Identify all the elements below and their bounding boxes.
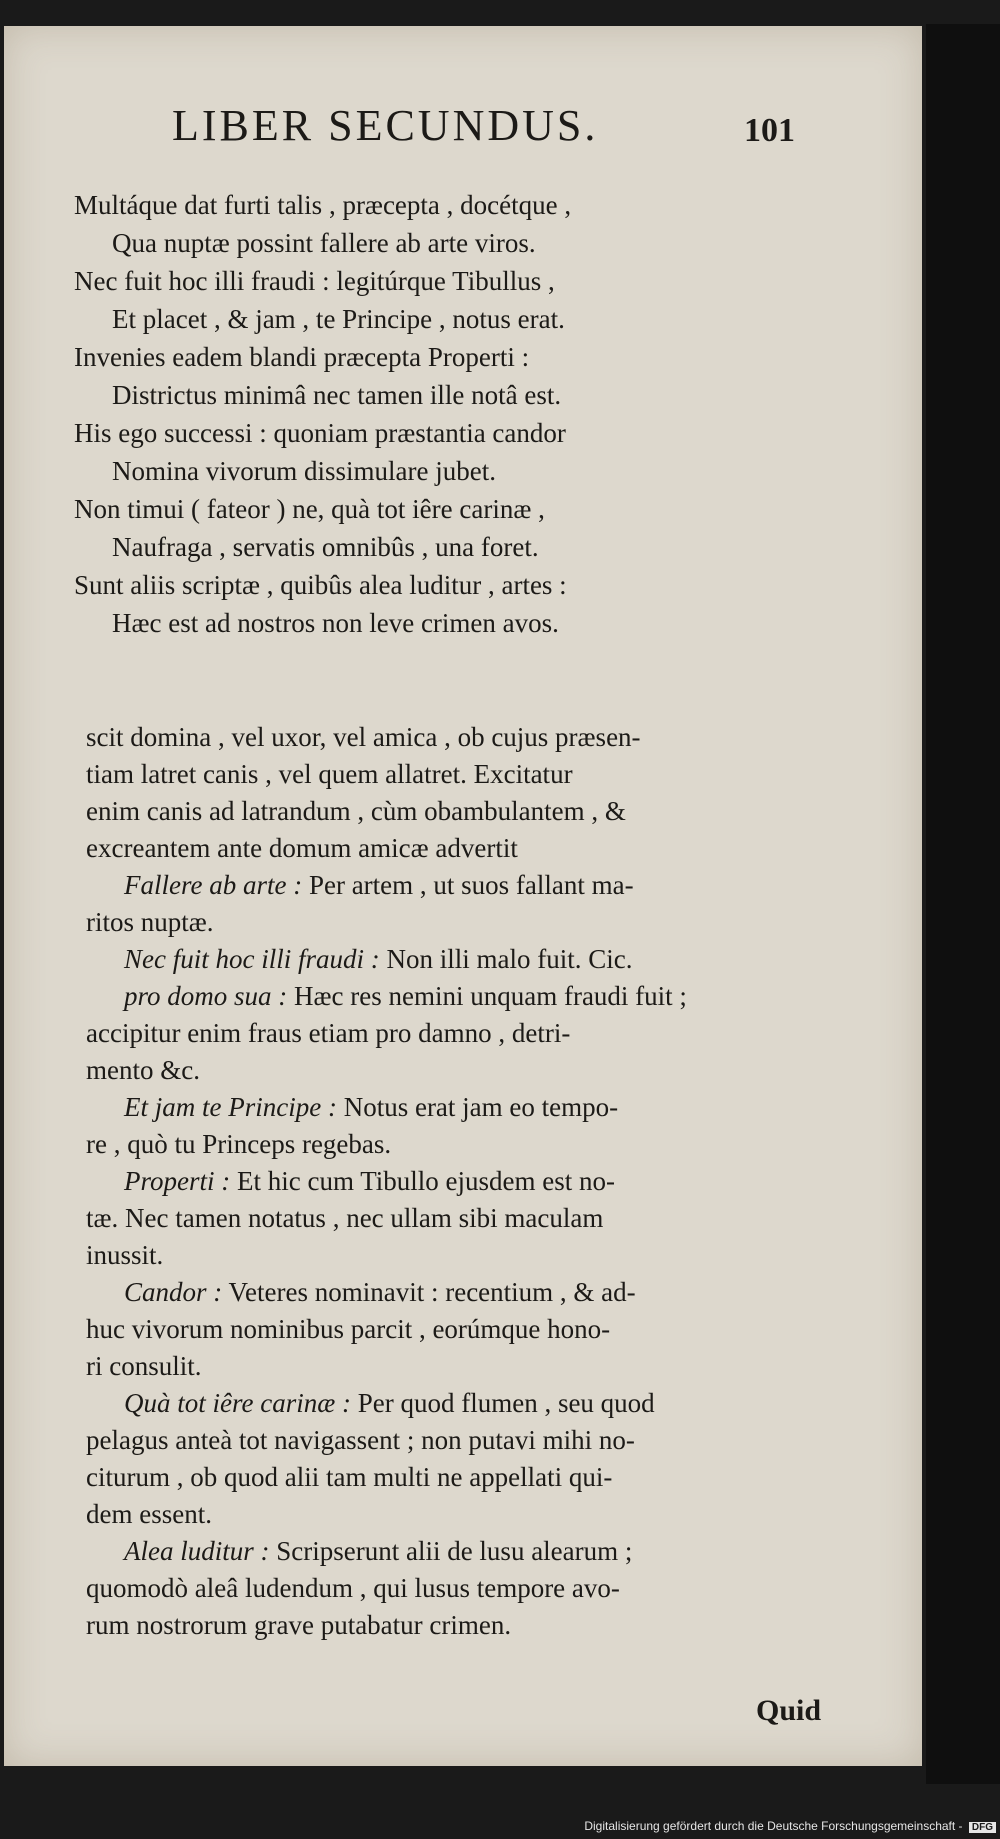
- commentary-text: citurum , ob quod alii tam multi ne appellati qui-: [86, 1462, 613, 1492]
- verse-line: Hæc est ad nostros non leve crimen avos.: [112, 608, 559, 638]
- commentary-lemma: Alea luditur :: [124, 1536, 270, 1566]
- commentary-lemma: Nec fuit hoc illi fraudi :: [124, 944, 380, 974]
- verse-line: Sunt aliis scriptæ , quibûs alea luditur , artes :: [74, 570, 567, 600]
- commentary-text: tæ. Nec tamen notatus , nec ullam sibi maculam: [86, 1203, 604, 1233]
- commentary-text: pelagus anteà tot navigassent ; non putavi mihi no-: [86, 1425, 635, 1455]
- credit-text: Digitalisierung gefördert durch die Deutsche Forschungsgemeinschaft -: [584, 1819, 963, 1833]
- commentary-lemma: pro domo sua :: [124, 981, 288, 1011]
- commentary-text: enim canis ad latrandum , cùm obambulantem , &: [86, 796, 626, 826]
- verse-line: Non timui ( fateor ) ne, quà tot iêre carinæ ,: [74, 494, 545, 524]
- commentary-lemma: Quà tot iêre carinæ :: [124, 1388, 351, 1418]
- commentary-text: mento &c.: [86, 1055, 200, 1085]
- verse-line: Naufraga , servatis omnibûs , una foret.: [112, 532, 539, 562]
- catchword: Quid: [756, 1694, 822, 1727]
- commentary-text: Et hic cum Tibullo ejusdem est no-: [230, 1166, 615, 1196]
- commentary-line: [124, 1277, 1000, 1308]
- commentary-line: [124, 1166, 1000, 1197]
- commentary-lemma: Et jam te Principe :: [124, 1092, 337, 1122]
- commentary-text: excreantem ante domum amicæ advertit: [86, 833, 518, 863]
- verse-line: Invenies eadem blandi præcepta Properti :: [74, 342, 530, 372]
- digitization-credit: [584, 1819, 996, 1833]
- commentary-text: Veteres nominavit : recentium , & ad-: [222, 1277, 636, 1307]
- commentary-text: scit domina , vel uxor, vel amica , ob cujus præsen-: [86, 722, 641, 752]
- commentary-line: [124, 870, 1000, 901]
- commentary-lemma: Fallere ab arte :: [124, 870, 303, 900]
- commentary-line: [124, 1388, 1000, 1419]
- commentary-line: [86, 1499, 1000, 1530]
- commentary-line: [124, 1092, 1000, 1123]
- commentary-text: Hæc res nemini unquam fraudi fuit ;: [287, 981, 687, 1011]
- verse-line: Districtus minimâ nec tamen ille notâ est.: [112, 380, 562, 410]
- commentary-line: [86, 796, 1000, 827]
- commentary-line: [86, 1462, 1000, 1493]
- page-edge-shadow: [926, 24, 1000, 1784]
- verse-line: Multáque dat furti talis , præcepta , docétque ,: [74, 190, 572, 220]
- verse-line: His ego successi : quoniam præstantia candor: [74, 418, 566, 448]
- commentary-text: rum nostrorum grave putabatur crimen.: [86, 1610, 512, 1640]
- commentary-text: Scripserunt alii de lusu alearum ;: [269, 1536, 633, 1566]
- commentary-text: re , quò tu Princeps regebas.: [86, 1129, 392, 1159]
- commentary-text: Per artem , ut suos fallant ma-: [302, 870, 634, 900]
- verse-line: Nomina vivorum dissimulare jubet.: [112, 456, 496, 486]
- commentary-text: huc vivorum nominibus parcit , eorúmque hono-: [86, 1314, 611, 1344]
- commentary-line: [124, 1536, 1000, 1567]
- dfg-logo: DFG: [969, 1822, 996, 1833]
- commentary-line: [86, 1314, 1000, 1345]
- page-number: 101: [744, 112, 795, 149]
- commentary-line: [124, 981, 1000, 1012]
- commentary-line: [86, 722, 1000, 753]
- commentary-line: [86, 1018, 1000, 1049]
- verse-line: Qua nuptæ possint fallere ab arte viros.: [112, 228, 536, 258]
- book-page: [4, 26, 922, 1766]
- commentary-text: dem essent.: [86, 1499, 212, 1529]
- commentary-line: [86, 759, 1000, 790]
- commentary-text: Non illi malo fuit. Cic.: [379, 944, 633, 974]
- commentary-text: Per quod flumen , seu quod: [350, 1388, 655, 1418]
- commentary-text: ritos nuptæ.: [86, 907, 214, 937]
- commentary-lemma: Properti :: [124, 1166, 231, 1196]
- commentary-line: [86, 907, 1000, 938]
- verse-line: Nec fuit hoc illi fraudi : legitúrque Tibullus ,: [74, 266, 555, 296]
- commentary-line: [124, 944, 1000, 975]
- commentary-text: quomodò aleâ ludendum , qui lusus tempore avo-: [86, 1573, 620, 1603]
- running-title: LIBER SECUNDUS.: [172, 101, 599, 150]
- commentary-lemma: Candor :: [124, 1277, 223, 1307]
- commentary-text: inussit.: [86, 1240, 164, 1270]
- commentary-line: [86, 1425, 1000, 1456]
- commentary-line: [86, 1573, 1000, 1604]
- commentary-line: [86, 1240, 1000, 1271]
- commentary-text: accipitur enim fraus etiam pro damno , detri-: [86, 1018, 571, 1048]
- commentary-line: [86, 1610, 1000, 1641]
- commentary-text: tiam latret canis , vel quem allatret. Excitatur: [86, 759, 573, 789]
- commentary-text: Notus erat jam eo tempo-: [336, 1092, 619, 1122]
- commentary-line: [86, 1129, 1000, 1160]
- verse-line: Et placet , & jam , te Principe , notus erat.: [112, 304, 565, 334]
- commentary-line: [86, 1351, 1000, 1382]
- commentary-line: [86, 1203, 1000, 1234]
- commentary-text: ri consulit.: [86, 1351, 202, 1381]
- commentary-line: [86, 833, 1000, 864]
- commentary-line: [86, 1055, 1000, 1086]
